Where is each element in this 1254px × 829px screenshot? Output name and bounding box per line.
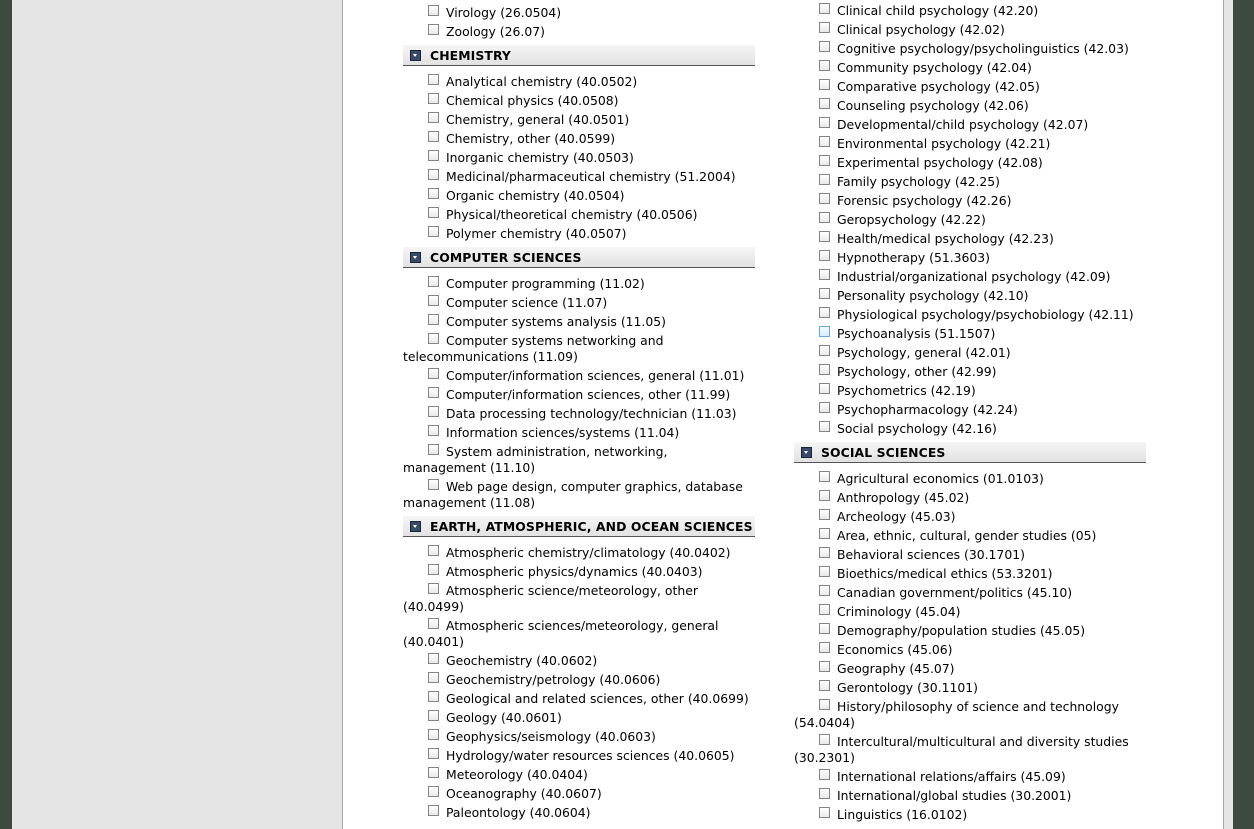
- checkbox-label[interactable]: Computer systems networking and telecommunications (11.09): [403, 332, 664, 364]
- checkbox[interactable]: [819, 250, 830, 261]
- checkbox[interactable]: [428, 74, 439, 85]
- checkbox-list-item: [403, 651, 755, 670]
- checkbox-list-item: [794, 640, 1146, 659]
- checkbox[interactable]: [428, 545, 439, 556]
- section-title: EARTH, ATMOSPHERIC, AND OCEAN SCIENCES: [430, 519, 753, 534]
- collapse-toggle-icon[interactable]: [410, 521, 421, 532]
- checkbox-label[interactable]: Anthropology (45.02): [837, 489, 970, 505]
- checkbox[interactable]: [428, 406, 439, 417]
- checkbox-label[interactable]: Cognitive psychology/psycholinguistics (42.03): [837, 40, 1129, 56]
- checkbox-label[interactable]: Zoology (26.07): [446, 23, 545, 39]
- checkbox[interactable]: [819, 136, 830, 147]
- checkbox-label[interactable]: Organic chemistry (40.0504): [446, 187, 625, 203]
- checkbox-list-item: [794, 77, 1146, 96]
- checkbox-label[interactable]: Comparative psychology (42.05): [837, 78, 1040, 94]
- checkbox-list-item: [794, 134, 1146, 153]
- checkbox-label[interactable]: Community psychology (42.04): [837, 59, 1032, 75]
- checkbox-list-item: [794, 20, 1146, 39]
- checkbox-label[interactable]: Computer/information sciences, other (11.99): [446, 386, 731, 402]
- checkbox[interactable]: [819, 117, 830, 128]
- checkbox-list-item: [403, 746, 755, 765]
- checkbox[interactable]: [428, 207, 439, 218]
- checkbox[interactable]: [428, 710, 439, 721]
- checkbox[interactable]: [819, 788, 830, 799]
- checkbox-label[interactable]: Family psychology (42.25): [837, 173, 1001, 189]
- checkbox[interactable]: [428, 276, 439, 287]
- checkbox[interactable]: [428, 295, 439, 306]
- checkbox[interactable]: [819, 307, 830, 318]
- checkbox-label[interactable]: Geochemistry (40.0602): [446, 652, 598, 668]
- checkbox-label[interactable]: Intercultural/multicultural and diversity studies (30.2301): [794, 733, 1129, 765]
- checkbox-list-item: [794, 153, 1146, 172]
- checkbox[interactable]: [428, 226, 439, 237]
- section-title: COMPUTER SCIENCES: [430, 250, 582, 265]
- checkbox-list-item: [794, 191, 1146, 210]
- checkbox-list-item: [403, 167, 755, 186]
- checkbox-label[interactable]: Demography/population studies (45.05): [837, 622, 1086, 638]
- checkbox-list-item: [403, 404, 755, 423]
- checkbox-label[interactable]: Canadian government/politics (45.10): [837, 584, 1073, 600]
- checkbox-label[interactable]: Analytical chemistry (40.0502): [446, 73, 638, 89]
- checkbox-label[interactable]: Computer programming (11.02): [446, 275, 645, 291]
- checkbox-label[interactable]: Counseling psychology (42.06): [837, 97, 1029, 113]
- checkbox-list-item: [794, 488, 1146, 507]
- checkbox-list-item: [403, 129, 755, 148]
- checkbox[interactable]: [428, 188, 439, 199]
- checkbox[interactable]: [428, 333, 439, 344]
- checkbox-label[interactable]: Hypnotherapy (51.3603): [837, 249, 991, 265]
- checkbox-list-item: [403, 312, 755, 331]
- checkbox-label[interactable]: Geophysics/seismology (40.0603): [446, 728, 656, 744]
- checkbox-label[interactable]: Psychoanalysis (51.1507): [837, 325, 996, 341]
- checkbox-label[interactable]: Physiological psychology/psychobiology (42.11): [837, 306, 1134, 322]
- checkbox[interactable]: [819, 661, 830, 672]
- section-title: SOCIAL SCIENCES: [821, 445, 946, 460]
- checkbox[interactable]: [819, 471, 830, 482]
- checkbox[interactable]: [428, 5, 439, 16]
- collapse-toggle-icon[interactable]: [801, 447, 812, 458]
- checkbox[interactable]: [819, 421, 830, 432]
- checkbox-list-item: [794, 286, 1146, 305]
- checkbox[interactable]: [428, 691, 439, 702]
- checkbox-label[interactable]: Psychopharmacology (42.24): [837, 401, 1018, 417]
- checkbox-label[interactable]: Atmospheric science/meteorology, other (40.0499): [403, 582, 698, 614]
- checkbox-list-item: [794, 1, 1146, 20]
- checkbox-list-item: [794, 659, 1146, 678]
- checkbox[interactable]: [428, 93, 439, 104]
- checkbox-label[interactable]: Forensic psychology (42.26): [837, 192, 1012, 208]
- checkbox-label[interactable]: Chemistry, general (40.0501): [446, 111, 630, 127]
- collapse-toggle-icon[interactable]: [410, 252, 421, 263]
- collapse-toggle-icon[interactable]: [410, 50, 421, 61]
- checkbox-label[interactable]: Gerontology (30.1101): [837, 679, 978, 695]
- checkbox-list-item: [794, 786, 1146, 805]
- checkbox-label[interactable]: Chemistry, other (40.0599): [446, 130, 616, 146]
- checkbox-list-item: [403, 91, 755, 110]
- checkbox-label[interactable]: Computer systems analysis (11.05): [446, 313, 666, 329]
- checkbox-list-item: [794, 248, 1146, 267]
- checkbox-label[interactable]: Psychology, general (42.01): [837, 344, 1011, 360]
- checkbox[interactable]: [819, 769, 830, 780]
- checkbox-list-item: [794, 267, 1146, 286]
- checkbox-label[interactable]: Bioethics/medical ethics (53.3201): [837, 565, 1053, 581]
- checkbox[interactable]: [819, 22, 830, 33]
- checkbox-list-item: [794, 58, 1146, 77]
- checkbox-list-item: [403, 186, 755, 205]
- section-header-social-sciences[interactable]: [794, 442, 1146, 463]
- checkbox-list-item: [403, 765, 755, 784]
- checkbox-list-item: [794, 305, 1146, 324]
- checkbox-list-item: [794, 564, 1146, 583]
- checkbox-label[interactable]: Inorganic chemistry (40.0503): [446, 149, 634, 165]
- checkbox-list-item: [403, 442, 755, 477]
- checkbox[interactable]: [819, 642, 830, 653]
- checkbox-label[interactable]: Environmental psychology (42.21): [837, 135, 1051, 151]
- checkbox-label[interactable]: Social psychology (42.16): [837, 420, 997, 436]
- checkbox[interactable]: [819, 98, 830, 109]
- checkbox[interactable]: [428, 314, 439, 325]
- main-content: [343, 0, 1223, 829]
- checkbox[interactable]: [819, 79, 830, 90]
- checkbox-list-item: [794, 732, 1146, 767]
- checkbox-list-item: [403, 803, 755, 822]
- checkbox-label[interactable]: Economics (45.06): [837, 641, 953, 657]
- checkbox-list-item: [794, 602, 1146, 621]
- left-column: [403, 3, 755, 826]
- checkbox[interactable]: [819, 623, 830, 634]
- checkbox[interactable]: [819, 3, 830, 14]
- checkbox-label[interactable]: Geropsychology (42.22): [837, 211, 986, 227]
- checkbox-list-item: [403, 616, 755, 651]
- checkbox-label[interactable]: Behavioral sciences (30.1701): [837, 546, 1025, 562]
- checkbox-label[interactable]: Web page design, computer graphics, database management (11.08): [403, 478, 743, 510]
- section-header-chemistry[interactable]: [403, 45, 755, 66]
- checkbox-list-item: [403, 22, 755, 41]
- checkbox-label[interactable]: Clinical child psychology (42.20): [837, 2, 1039, 18]
- checkbox[interactable]: [428, 583, 439, 594]
- checkbox[interactable]: [819, 155, 830, 166]
- checkbox-list-item: [403, 224, 755, 243]
- checkbox[interactable]: [428, 564, 439, 575]
- checkbox[interactable]: [819, 41, 830, 52]
- checkbox[interactable]: [819, 604, 830, 615]
- checkbox-list-item: [403, 385, 755, 404]
- checkbox-list-item: [403, 708, 755, 727]
- checkbox[interactable]: [819, 528, 830, 539]
- checkbox-label[interactable]: Virology (26.0504): [446, 4, 562, 20]
- checkbox-label[interactable]: Clinical psychology (42.02): [837, 21, 1005, 37]
- checkbox-label[interactable]: Atmospheric chemistry/climatology (40.0402): [446, 544, 731, 560]
- checkbox[interactable]: [819, 364, 830, 375]
- checkbox-list-item: [403, 110, 755, 129]
- checkbox-list-item: [794, 767, 1146, 786]
- checkbox-label[interactable]: Health/medical psychology (42.23): [837, 230, 1054, 246]
- checkbox-label[interactable]: Paleontology (40.0604): [446, 804, 591, 820]
- checkbox-list-item: [403, 689, 755, 708]
- checkbox-list-item: [794, 469, 1146, 488]
- checkbox-label[interactable]: Medicinal/pharmaceutical chemistry (51.2004): [446, 168, 736, 184]
- checkbox[interactable]: [428, 112, 439, 123]
- checkbox-label[interactable]: Psychology, other (42.99): [837, 363, 997, 379]
- checkbox[interactable]: [428, 618, 439, 629]
- checkbox-list-item: [794, 621, 1146, 640]
- checkbox-list-item: [794, 526, 1146, 545]
- checkbox-label[interactable]: Computer science (11.07): [446, 294, 608, 310]
- checkbox-list-item: [403, 477, 755, 512]
- checkbox-list-item: [794, 419, 1146, 438]
- checkbox-label[interactable]: Industrial/organizational psychology (42.09): [837, 268, 1111, 284]
- checkbox[interactable]: [819, 269, 830, 280]
- checkbox-list-item: [794, 678, 1146, 697]
- checkbox-label[interactable]: Atmospheric sciences/meteorology, general (40.0401): [403, 617, 719, 649]
- checkbox[interactable]: [819, 345, 830, 356]
- checkbox-label[interactable]: Criminology (45.04): [837, 603, 961, 619]
- checkbox-label[interactable]: Area, ethnic, cultural, gender studies (05): [837, 527, 1097, 543]
- checkbox-list-item: [794, 583, 1146, 602]
- checkbox[interactable]: [428, 131, 439, 142]
- checkbox-list-item: [403, 274, 755, 293]
- checkbox[interactable]: [428, 150, 439, 161]
- checkbox-list-item: [794, 96, 1146, 115]
- checkbox-list-item: [794, 545, 1146, 564]
- checkbox-label[interactable]: Information sciences/systems (11.04): [446, 424, 680, 440]
- checkbox-label[interactable]: System administration, networking, management (11.10): [403, 443, 668, 475]
- checkbox-list-item: [403, 72, 755, 91]
- left-sidebar-panel: [12, 0, 343, 829]
- checkbox-label[interactable]: Atmospheric physics/dynamics (40.0403): [446, 563, 703, 579]
- checkbox-list-item: [403, 423, 755, 442]
- checkbox-label[interactable]: Personality psychology (42.10): [837, 287, 1029, 303]
- section-title: CHEMISTRY: [430, 48, 511, 63]
- checkbox-label[interactable]: Hydrology/water resources sciences (40.0605): [446, 747, 735, 763]
- checkbox-list-item: [794, 343, 1146, 362]
- checkbox-label[interactable]: Polymer chemistry (40.0507): [446, 225, 627, 241]
- checkbox[interactable]: [428, 24, 439, 35]
- checkbox-label[interactable]: Agricultural economics (01.0103): [837, 470, 1044, 486]
- checkbox-list-item: [794, 697, 1146, 732]
- checkbox[interactable]: [428, 653, 439, 664]
- checkbox[interactable]: [819, 288, 830, 299]
- checkbox[interactable]: [428, 444, 439, 455]
- checkbox[interactable]: [819, 193, 830, 204]
- checkbox-label[interactable]: Archeology (45.03): [837, 508, 956, 524]
- checkbox[interactable]: [428, 368, 439, 379]
- checkbox-list-item: [794, 210, 1146, 229]
- checkbox[interactable]: [428, 786, 439, 797]
- checkbox-label[interactable]: Physical/theoretical chemistry (40.0506): [446, 206, 698, 222]
- checkbox-list-item: [403, 727, 755, 746]
- checkbox-list-item: [403, 148, 755, 167]
- section-header-earth-atmospheric-and-ocean-sciences[interactable]: [403, 516, 755, 537]
- checkbox-list-item: [794, 805, 1146, 824]
- checkbox-list-item: [794, 39, 1146, 58]
- checkbox-list-item: [403, 3, 755, 22]
- checkbox-label[interactable]: Geological and related sciences, other (40.0699): [446, 690, 749, 706]
- checkbox[interactable]: [819, 585, 830, 596]
- checkbox-label[interactable]: Chemical physics (40.0508): [446, 92, 619, 108]
- right-column: [794, 1, 1146, 828]
- checkbox-list-item: [794, 172, 1146, 191]
- checkbox-list-item: [403, 784, 755, 803]
- checkbox[interactable]: [819, 547, 830, 558]
- checkbox[interactable]: [428, 425, 439, 436]
- checkbox-label[interactable]: International/global studies (30.2001): [837, 787, 1072, 803]
- checkbox[interactable]: [428, 387, 439, 398]
- checkbox[interactable]: [428, 672, 439, 683]
- checkbox[interactable]: [819, 566, 830, 577]
- checkbox-label[interactable]: Developmental/child psychology (42.07): [837, 116, 1089, 132]
- checkbox-label[interactable]: Oceanography (40.0607): [446, 785, 602, 801]
- checkbox[interactable]: [428, 169, 439, 180]
- checkbox-list-item: [794, 400, 1146, 419]
- checkbox-list-item: [403, 581, 755, 616]
- checkbox-label[interactable]: Experimental psychology (42.08): [837, 154, 1043, 170]
- checkbox-label[interactable]: Linguistics (16.0102): [837, 806, 968, 822]
- checkbox[interactable]: [819, 212, 830, 223]
- checkbox[interactable]: [428, 767, 439, 778]
- checkbox-label[interactable]: Computer/information sciences, general (11.01): [446, 367, 745, 383]
- checkbox-label[interactable]: Psychometrics (42.19): [837, 382, 976, 398]
- checkbox-list-item: [794, 229, 1146, 248]
- checkbox-list-item: [794, 362, 1146, 381]
- checkbox-list-item: [403, 293, 755, 312]
- checkbox-list-item: [794, 381, 1146, 400]
- checkbox[interactable]: [819, 174, 830, 185]
- checkbox-label[interactable]: Geography (45.07): [837, 660, 955, 676]
- checkbox[interactable]: [819, 699, 830, 710]
- checkbox[interactable]: [819, 326, 830, 337]
- checkbox[interactable]: [819, 231, 830, 242]
- checkbox[interactable]: [428, 479, 439, 490]
- checkbox[interactable]: [428, 748, 439, 759]
- checkbox[interactable]: [819, 60, 830, 71]
- checkbox-label[interactable]: History/philosophy of science and technology (54.0404): [794, 698, 1119, 730]
- checkbox[interactable]: [819, 383, 830, 394]
- checkbox[interactable]: [819, 509, 830, 520]
- checkbox[interactable]: [428, 729, 439, 740]
- checkbox-label[interactable]: Geology (40.0601): [446, 709, 562, 725]
- checkbox-label[interactable]: Meteorology (40.0404): [446, 766, 588, 782]
- checkbox-list-item: [794, 507, 1146, 526]
- checkbox[interactable]: [428, 805, 439, 816]
- checkbox-label[interactable]: Data processing technology/technician (11.03): [446, 405, 737, 421]
- checkbox-list-item: [403, 543, 755, 562]
- section-header-computer-sciences[interactable]: [403, 247, 755, 268]
- checkbox[interactable]: [819, 734, 830, 745]
- checkbox-list-item: [794, 324, 1146, 343]
- checkbox-list-item: [403, 205, 755, 224]
- checkbox-list-item: [403, 366, 755, 385]
- checkbox-list-item: [794, 115, 1146, 134]
- checkbox-label[interactable]: International relations/affairs (45.09): [837, 768, 1066, 784]
- checkbox-list-item: [403, 562, 755, 581]
- checkbox[interactable]: [819, 807, 830, 818]
- checkbox[interactable]: [819, 402, 830, 413]
- checkbox[interactable]: [819, 680, 830, 691]
- right-gutter: [1223, 0, 1233, 829]
- checkbox-list-item: [403, 670, 755, 689]
- checkbox-label[interactable]: Geochemistry/petrology (40.0606): [446, 671, 661, 687]
- checkbox[interactable]: [819, 490, 830, 501]
- checkbox-list-item: [403, 331, 755, 366]
